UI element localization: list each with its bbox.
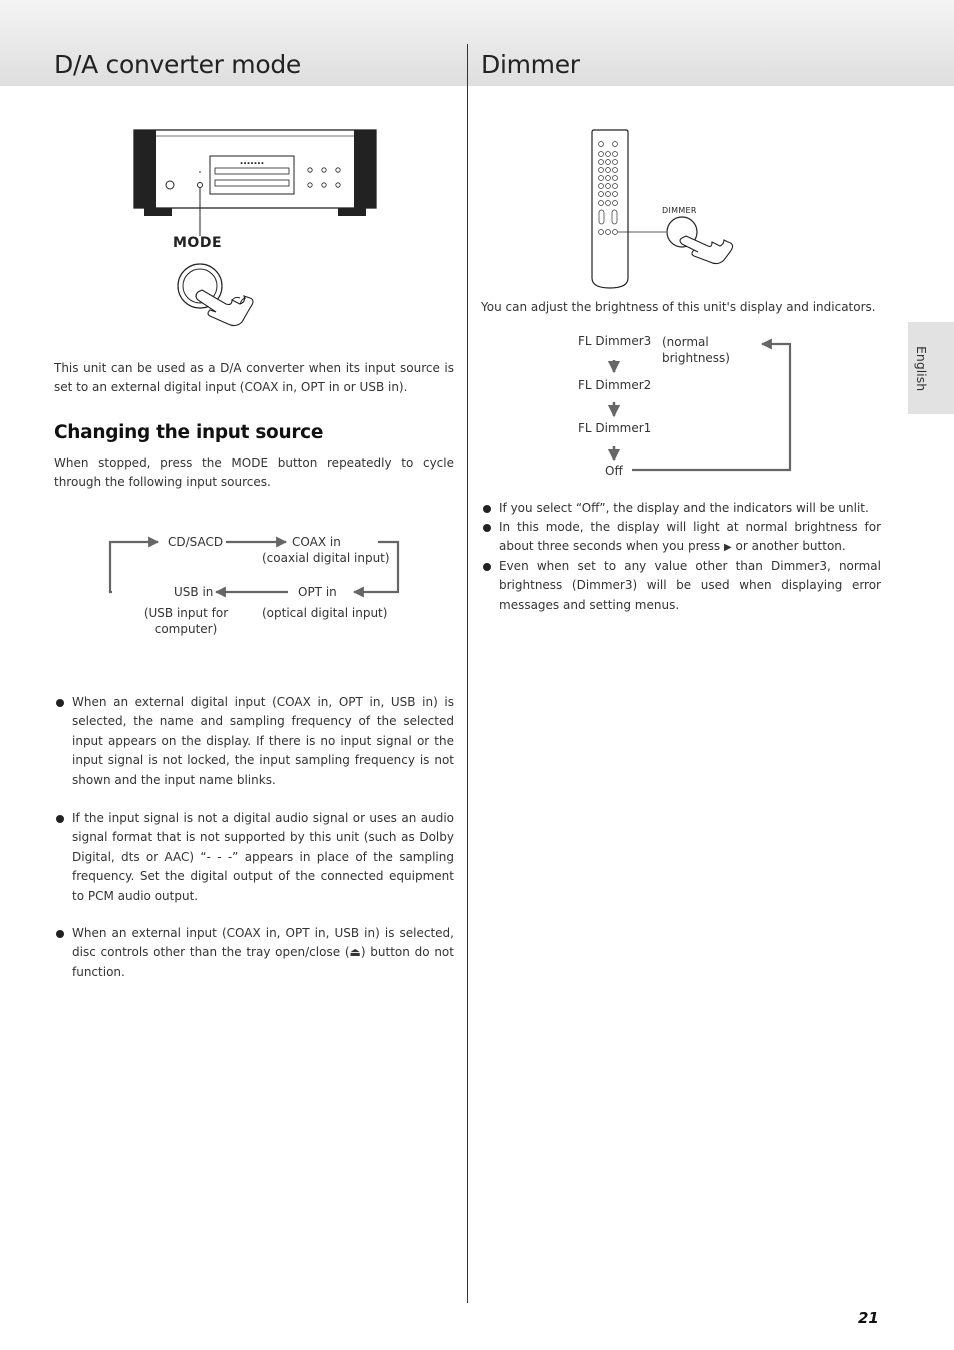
left-bullet-3: When an external input (COAX in, OPT in, USB in) is selected, disc controls other than the tray open/close (⏏) button do not function. — [72, 924, 454, 982]
bullet-dot — [483, 505, 491, 513]
device-front-panel-illustration — [130, 128, 380, 220]
cycle-usb: USB in — [174, 585, 214, 599]
dimmer-cycle-arrows — [600, 336, 800, 476]
left-bullet-1: When an external digital input (COAX in, OPT in, USB in) is selected, the name and sampling frequency of the selected input appears on the display. If there is no input signal or the input signal is not locked, the input sampling frequency is not shown and the input name blinks. — [72, 693, 454, 790]
cycle-opt-note: (optical digital input) — [262, 606, 388, 620]
eject-icon: ⏏ — [349, 945, 361, 960]
column-divider — [467, 44, 468, 1303]
mode-button-label: MODE — [173, 235, 223, 251]
right-page-title: Dimmer — [481, 50, 580, 79]
bullet-dot — [483, 563, 491, 571]
dimmer-button-label: DIMMER — [662, 206, 697, 215]
dimmer-intro-paragraph: You can adjust the brightness of this unit's display and indicators. — [481, 300, 876, 314]
play-icon: ▶ — [723, 542, 732, 554]
bullet-dot — [56, 930, 64, 938]
level-dimmer1: FL Dimmer1 — [578, 421, 652, 435]
svg-text:▪ ▪ ▪ ▪ ▪ ▪ ▪: ▪ ▪ ▪ ▪ ▪ ▪ ▪ — [240, 161, 264, 165]
cycle-usb-note-1: (USB input for — [143, 606, 229, 620]
level-dimmer3: FL Dimmer3 — [578, 334, 652, 348]
level-dimmer3-note-1: (normal — [662, 335, 709, 349]
cycle-cdsacd: CD/SACD — [168, 535, 224, 549]
cycle-usb-note-2: computer) — [154, 622, 218, 636]
language-side-tab-label: English — [914, 346, 929, 392]
left-page-title: D/A converter mode — [54, 50, 301, 79]
level-off: Off — [605, 464, 623, 478]
bullet-dot — [56, 815, 64, 823]
level-dimmer3-note-2: brightness) — [662, 351, 730, 365]
level-dimmer2: FL Dimmer2 — [578, 378, 652, 392]
cycle-coax: COAX in — [292, 535, 341, 549]
bullet-dot — [483, 524, 491, 532]
right-bullet-3: Even when set to any value other than Dimmer3, normal brightness (Dimmer3) will be used when displaying error messages and setting menus. — [499, 557, 881, 615]
input-cycle-diagram — [100, 530, 410, 610]
hand-pressing-mode-button-icon — [170, 258, 260, 330]
right-bullet-1: If you select “Off”, the display and the indicators will be unlit. — [499, 499, 881, 518]
changing-input-paragraph: When stopped, press the MODE button repeatedly to cycle through the following input sources. — [54, 456, 454, 490]
da-intro-paragraph: This unit can be used as a D/A converter when its input source is set to an external digital input (COAX in, OPT in or USB in). — [54, 361, 454, 395]
hand-pressing-dimmer-button-icon — [664, 216, 740, 266]
remote-control-illustration — [588, 128, 638, 290]
left-bullet-2: If the input signal is not a digital audio signal or uses an audio signal format that is not supported by this unit (such as Dolby Digital, dts or AAC) “- - -” appears in place of the sampling frequency. Set the digital output of the connected equipment to PCM audio output. — [72, 809, 454, 906]
bullet-dot — [56, 699, 64, 707]
cycle-opt: OPT in — [298, 585, 337, 599]
changing-input-heading: Changing the input source — [54, 422, 324, 443]
cycle-coax-note: (coaxial digital input) — [262, 551, 390, 565]
language-side-tab — [908, 322, 954, 414]
page-number: 21 — [858, 1309, 879, 1327]
right-bullet-2: In this mode, the display will light at normal brightness for about three seconds when you press ▶ or another button. — [499, 518, 881, 558]
